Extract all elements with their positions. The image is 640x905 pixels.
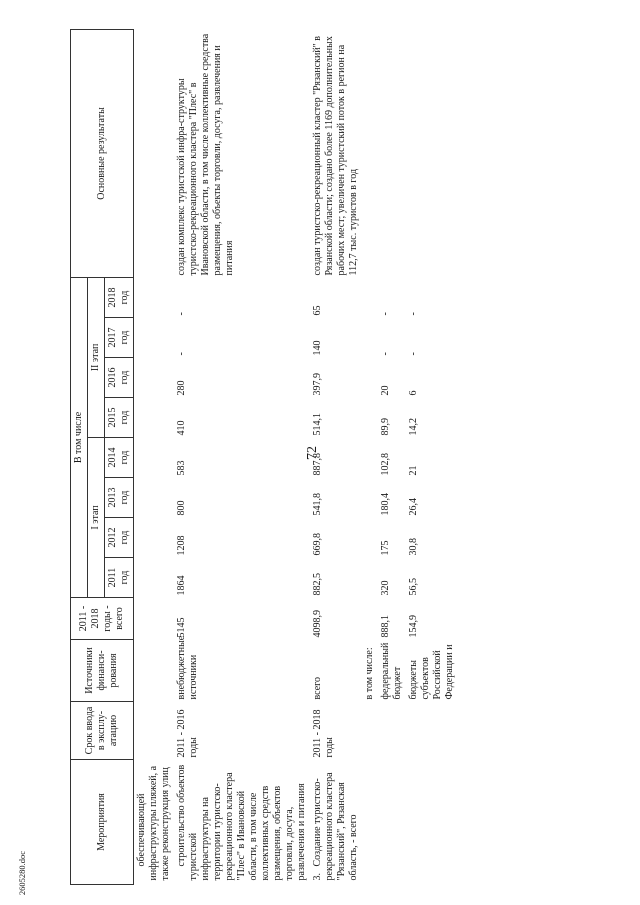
year-value-cell: 21 (408, 465, 419, 476)
year-value-cell (134, 277, 175, 317)
year-value-cell: 26,4 (408, 498, 419, 516)
year-value-cell (134, 358, 175, 398)
year-value-cell: - (380, 352, 391, 356)
year-value-cell: 583 (176, 460, 187, 476)
source-cell: в том числе: (364, 647, 375, 700)
year-value-cell (362, 398, 378, 438)
header-including: В том числе (71, 277, 88, 597)
source-cell: федеральный бюджет (380, 642, 403, 700)
year-value-cell (134, 558, 175, 598)
year-value-cell (134, 478, 175, 518)
header-results: Основные результаты (71, 29, 134, 277)
header-deadline: Срок ввода в эксплу-атацию (71, 702, 134, 760)
year-value-cell: 882,5 (312, 573, 323, 596)
year-value-cell: 30,8 (408, 538, 419, 556)
header-year: 2016 год (105, 358, 134, 398)
table-row (406, 29, 458, 884)
year-value-cell (362, 478, 378, 518)
year-value-cell (134, 398, 175, 438)
year-value-cell: - (176, 312, 187, 316)
header-year: 2013 год (105, 478, 134, 518)
year-value-cell (362, 438, 378, 478)
table-row (134, 29, 175, 884)
event-cell (362, 760, 378, 885)
results-cell (378, 29, 406, 277)
total-cell: 4098,9 (312, 610, 323, 638)
event-text: строительство объектов туристской инфраструктуры на территории туристско-рекреационного кластера "Плес" в Ивановской области, в том числе коллективных средств размещения, объектов торговли, досуга, развлечения и питания (176, 764, 307, 881)
total-cell: 888,1 (380, 615, 391, 638)
year-value-cell: 65 (312, 305, 323, 316)
year-value-cell: - (176, 352, 187, 356)
year-value-cell: 20 (380, 385, 391, 396)
year-value-cell: 56,5 (408, 578, 419, 596)
header-year: 2014 год (105, 438, 134, 478)
year-value-cell: 89,9 (380, 418, 391, 436)
year-value-cell: 669,8 (312, 533, 323, 556)
table-body (134, 29, 459, 884)
results-cell (134, 29, 175, 277)
table-row (378, 29, 406, 884)
header-stage-2: II этап (88, 277, 105, 437)
event-cell (406, 760, 458, 885)
source-cell (134, 640, 175, 702)
year-value-cell: - (408, 352, 419, 356)
program-events-table (70, 29, 458, 885)
results-cell: создан комплекс туристской инфра-структуры туристско-рекреационного кластера "Плес" в Ивановской области, в том числе коллективные средства размещения, объекты торговли, досуга, развлечения и питания (176, 33, 235, 276)
program-table-area (70, 30, 615, 885)
header-source: Источники финанси-рования (71, 640, 134, 702)
header-year: 2011 год (105, 558, 134, 598)
year-value-cell: 887,8 (312, 453, 323, 476)
header-year: 2017 год (105, 318, 134, 358)
year-value-cell (362, 558, 378, 598)
year-value-cell: 800 (176, 500, 187, 516)
year-value-cell: 14,2 (408, 418, 419, 436)
header-total: 2011 - 2018 годы - всего (71, 598, 134, 640)
year-value-cell: 397,9 (312, 373, 323, 396)
total-cell: 5145 (176, 617, 187, 638)
deadline-cell: 2011 - 2018 годы (312, 709, 335, 758)
year-value-cell (134, 438, 175, 478)
total-cell (134, 598, 175, 640)
event-text: Создание туристско-рекреационного кластера "Рязанский", Рязанская область, - всего (312, 772, 359, 881)
year-value-cell (134, 318, 175, 358)
source-cell: всего (312, 676, 323, 700)
year-value-cell: 514,1 (312, 413, 323, 436)
event-text: обеспечивающей инфраструктуры пляжей, а также реконструкция улиц (136, 765, 171, 881)
header-event: Мероприятия (71, 760, 134, 885)
year-value-cell: 320 (380, 580, 391, 596)
year-value-cell (362, 277, 378, 317)
deadline-cell (134, 702, 175, 760)
table-row (310, 29, 362, 884)
header-year: 2018 год (105, 277, 134, 317)
header-year: 2012 год (105, 518, 134, 558)
deadline-cell (378, 702, 406, 760)
page-number: 72 (305, 446, 320, 460)
year-value-cell (362, 518, 378, 558)
year-value-cell: 541,8 (312, 493, 323, 516)
deadline-cell (362, 702, 378, 760)
deadline-cell: 2011 - 2016 годы (176, 709, 199, 758)
table-row (174, 29, 310, 884)
event-cell (174, 760, 310, 885)
header-year: 2015 год (105, 398, 134, 438)
year-value-cell (362, 318, 378, 358)
source-cell: внебюджетные источники (176, 635, 199, 700)
total-cell: 154,9 (408, 615, 419, 638)
year-value-cell: 1864 (176, 575, 187, 596)
results-cell (362, 29, 378, 277)
year-value-cell: - (380, 312, 391, 316)
event-cell (134, 760, 175, 885)
year-value-cell: 175 (380, 540, 391, 556)
row-index: 3. (312, 873, 323, 881)
header-stage-1: I этап (88, 438, 105, 598)
year-value-cell: 140 (312, 340, 323, 356)
year-value-cell: 6 (408, 390, 419, 396)
year-value-cell: 1208 (176, 535, 187, 556)
document-id: 2605280.doc (17, 850, 27, 896)
results-cell (406, 29, 458, 277)
rotated-page-content (70, 30, 615, 885)
year-value-cell: 410 (176, 420, 187, 436)
year-value-cell: 180,4 (380, 493, 391, 516)
event-cell (378, 760, 406, 885)
table-header (71, 29, 134, 884)
source-cell: бюджеты субъектов Российской Федерации и (408, 644, 455, 700)
year-value-cell: 102,8 (380, 453, 391, 476)
deadline-cell (406, 702, 458, 760)
year-value-cell (362, 358, 378, 398)
table-row (362, 29, 378, 884)
event-cell (310, 760, 362, 885)
year-value-cell: 280 (176, 380, 187, 396)
total-cell (362, 598, 378, 640)
year-value-cell (134, 518, 175, 558)
results-cell: создан туристско-рекреационный кластер "Рязанский" в Рязанской области; создано более 1169 дополнительных рабочих мест; увеличен туристский поток в регион на 112,7 тыс. туристов в год (312, 36, 359, 276)
year-value-cell: - (408, 312, 419, 316)
